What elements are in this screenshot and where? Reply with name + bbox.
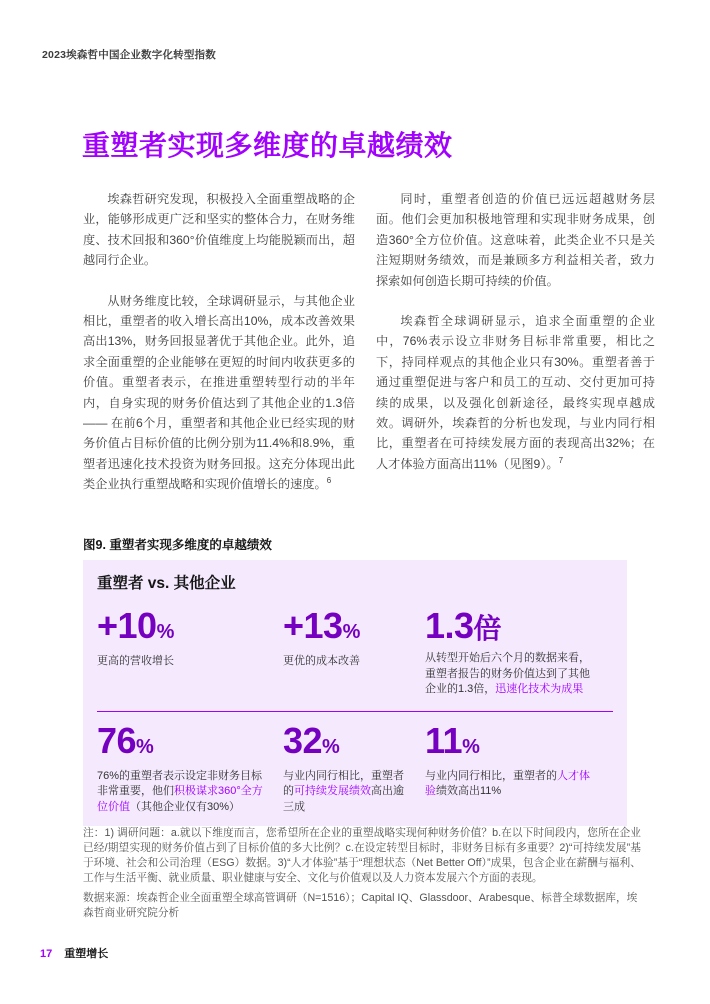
paragraph: 从财务维度比较，全球调研显示，与其他企业相比，重塑者的收入增长高出10%，成本改善效果高出13%，财务回报显著优于其他企业。此外，追求全面重塑的企业能够在更短的时间内收获更多的价值。重塑者表示，在推进重塑转型行动的半年内，自身实现的财务价值达到了其他企业的1.3倍 —— 在前6个月，重塑者和其他企业已经实现的财务价值占目标价值的比例分别为11.4%和8.9%，重塑者迅速化技术投资为财务回报。这充分体现出此类企业执行重塑战略和实现价值增长的速度。$^6$ <box>83 293 355 492</box>
body-column-left <box>83 189 355 515</box>
stat-box-divider <box>97 711 613 712</box>
stat-value: 32% <box>283 719 340 761</box>
stat-desc: 更高的营收增长 <box>97 655 174 667</box>
stat-talent-experience <box>425 719 613 816</box>
paragraph: 埃森哲全球调研显示，追求全面重塑的企业中，76%表示设立非财务目标非常重要，相比之下，持同样观点的其他企业只有30%。重塑者善于通过重塑促进与客户和员工的互动、交付更加可持续的成果，以及强化创新途径，最终实现卓越成效。调研外，埃森哲的分析也发现，与业内同行相比，重塑者在可持续发展方面的表现高出32%；在人才体验方面高出11%（见图9）。$^7$ <box>376 314 655 471</box>
stat-value: +10% <box>97 605 174 646</box>
stat-sustainability <box>283 719 425 816</box>
paragraph: 同时，重塑者创造的价值已远远超越财务层面。他们会更加积极地管理和实现非财务成果，创造360°全方位价值。这意味着，此类企业不只是关注短期财务绩效，而是兼顾多方利益相关者，致力探索如何创造长期可持续的价值。 <box>376 192 655 288</box>
footnote-ref: 6 <box>326 476 332 486</box>
paragraph: 埃森哲研究发现，积极投入全面重塑战略的企业，能够形成更广泛和坚实的整体合力，在财务维度、技术回报和360°价值维度上均能脱颖而出，超越同行企业。 <box>83 192 355 268</box>
figure-stat-box <box>83 560 627 826</box>
body-column-right <box>376 189 655 515</box>
section-label: 重塑增长 <box>64 948 109 960</box>
stat-row-1 <box>97 605 613 698</box>
stat-desc: 76%的重塑者表示设定非财务目标非常重要，他们积极谋求360°全方位价值（其他企业仅有30%） <box>97 769 263 813</box>
page-footer <box>40 945 108 961</box>
stat-revenue-growth <box>97 605 283 698</box>
document-header: 2023埃森哲中国企业数字化转型指数 <box>42 49 216 61</box>
stat-nonfinancial-goals <box>97 719 283 816</box>
stat-desc: 更优的成本改善 <box>283 655 360 667</box>
body-columns <box>83 189 655 515</box>
stat-value: 11% <box>425 719 480 761</box>
stat-box-title: 重塑者 vs. 其他企业 <box>97 575 236 592</box>
stat-value: 76% <box>97 719 154 761</box>
page-title: 重塑者实现多维度的卓越绩效 <box>82 130 453 161</box>
page-number: 17 <box>40 948 53 960</box>
stat-cost-improvement <box>283 605 425 698</box>
figure-footnote: 注：1) 调研问题：a.就以下维度而言，您希望所在企业的重塑战略实现何种财务价值？b.在以下时间段内，您所在企业已经/期望实现的财务价值占到了目标价值的多大比例？c.在设定转型目标时，非财务目标有多重要？2)“可持续发展”基于环境、社会和公司治理（ESG）数据。3)“人才体验”基于“理想状态（Net Better Off）”成果，包含企业在薪酬与福利、工作与生活平衡、就业质量、职业健康与安全、文化与价值观以及人力资本发展六个方面的表现。 <box>83 827 641 884</box>
stat-desc: 与业内同行相比，重塑者的人才体验绩效高出11% <box>425 769 590 797</box>
footnote-ref: 7 <box>558 455 564 465</box>
figure-caption: 图9. 重塑者实现多维度的卓越绩效 <box>83 538 272 552</box>
data-source: 数据来源：埃森哲企业全面重塑全球高管调研（N=1516）；Capital IQ、Glassdoor、Arabesque、标普全球数据库，埃森哲商业研究院分析 <box>83 892 638 919</box>
stat-desc: 从转型开始后六个月的数据来看，重塑者报告的财务价值达到了其他企业的1.3倍，迅速化技术为成果 <box>425 652 590 695</box>
stat-value: +13% <box>283 605 360 646</box>
stat-value: 1.3倍 <box>425 605 502 646</box>
stat-row-2 <box>97 719 613 816</box>
stat-financial-value-multiple <box>425 605 613 698</box>
stat-desc: 与业内同行相比，重塑者的可持续发展绩效高出逾三成 <box>283 769 404 813</box>
